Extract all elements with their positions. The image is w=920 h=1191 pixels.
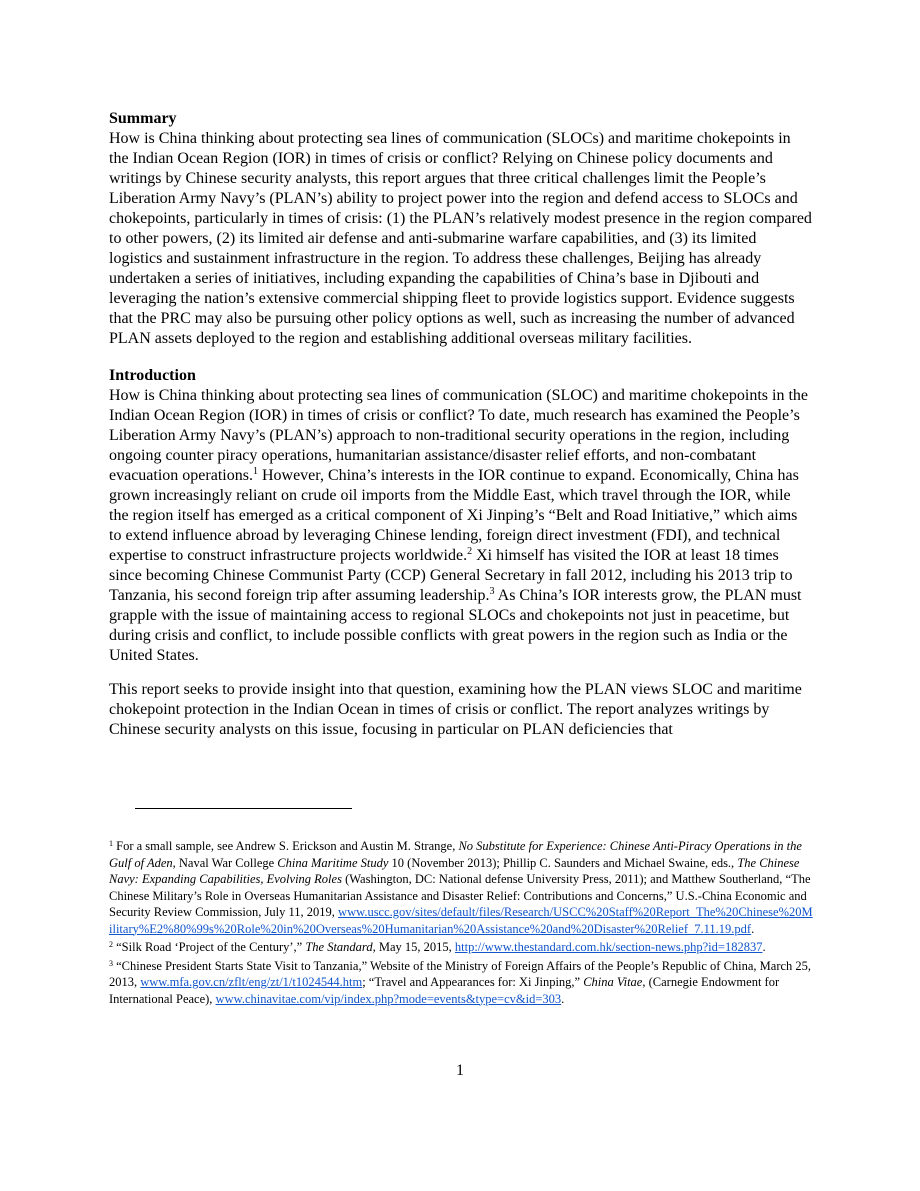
footnote-3-link-mfa[interactable]: www.mfa.gov.cn/zflt/eng/zt/1/t1024544.htm <box>140 975 363 989</box>
footnote-2: $^2$ “Silk Road ‘Project of the Century’,” The Standard, May 15, 2015, http://www.thestandard.com.hk/section-news.php?id=182837. <box>109 940 766 954</box>
summary-heading: Summary <box>109 110 177 127</box>
footnote-separator <box>135 808 352 809</box>
introduction-paragraph-1: How is China thinking about protecting sea lines of communication (SLOC) and maritime chokepoints in the Indian Ocean Region (IOR) in times of crisis or conflict? To date, much research has examined the People’s Liberation Army Navy’s (PLAN’s) approach to non-traditional security operations in the region, including ongoing counter piracy operations, humanitarian assistance/disaster relief efforts, and non-combatant evacuation operations.$^1$ However, China’s interests in the IOR continue to expand. Economically, China has grown increasingly reliant on crude oil imports from the Middle East, which travel through the IOR, while the region itself has emerged as a critical component of Xi Jinping’s “Belt and Road Initiative,” which aims to extend influence abroad by leveraging Chinese lending, foreign direct investment (FDI), and technical expertise to construct infrastructure projects worldwide.$^2$ Xi himself has visited the IOR at least 18 times since becoming Chinese Communist Party (CCP) General Secretary in fall 2012, including his 2013 trip to Tanzania, his second foreign trip after assuming leadership.$^3$ As China’s IOR interests grow, the PLAN must grapple with the issue of maintaining access to regional SLOCs and chokepoints not just in peacetime, but during crisis and conflict, to include possible conflicts with great powers in the region such as India or the United States. <box>109 387 808 664</box>
introduction-heading: Introduction <box>109 367 196 384</box>
introduction-paragraph-2: This report seeks to provide insight into that question, examining how the PLAN views SLOC and maritime chokepoint protection in the Indian Ocean in times of crisis or conflict. The report analyzes writings by Chinese security analysts on this issue, focusing in particular on PLAN deficiencies that <box>109 681 802 738</box>
footnote-3: $^3$ “Chinese President Starts State Visit to Tanzania,” Website of the Ministry of Foreign Affairs of the People’s Republic of China, March 25, 2013, www.mfa.gov.cn/zflt/eng/zt/1/t1024544.htm; “Travel and Appearances for: Xi Jinping,” China Vitae, (Carnegie Endowment for International Peace), www.chinavitae.com/vip/index.php?mode=events&type=cv&id=303. <box>109 958 812 1006</box>
footnote-1-link[interactable]: www.uscc.gov/sites/default/files/Research/USCC%20Staff%20Report_The%20Chinese%20Military%E2%80%99s%20Role%20in%20Overseas%20Humanitarian%20Assistance%20and%20Disaster%20Relief_7.11.19.pdf <box>109 905 813 936</box>
footnote-3-link-chinavitae[interactable]: www.chinavitae.com/vip/index.php?mode=events&type=cv&id=303 <box>215 991 562 1006</box>
footnotes <box>109 838 813 1009</box>
footnote-2-link[interactable]: http://www.thestandard.com.hk/section-news.php?id=182837 <box>454 940 763 954</box>
footnote-1: $^1$ For a small sample, see Andrew S. Erickson and Austin M. Strange, No Substitute for Experience: Chinese Anti-Piracy Operations in the Gulf of Aden, Naval War College China Maritime Study 10 (November 2013); Phillip C. Saunders and Michael Swaine, eds., The Chinese Navy: Expanding Capabilities, Evolving Roles (Washington, DC: National defense University Press, 2011); and Matthew Southerland, “The Chinese Military’s Role in Overseas Humanitarian Assistance and Disaster Relief: Contributions and Concerns,” U.S.-China Economic and Security Review Commission, July 11, 2019, www.uscc.gov/sites/default/files/Research/USCC%20Staff%20Report_The%20Chinese%20Military%E2%80%99s%20Role%20in%20Overseas%20Humanitarian%20Assistance%20and%20Disaster%20Relief_7.11.19.pdf. <box>109 839 813 936</box>
footnote-ref-3[interactable]: 3 <box>489 586 495 597</box>
footnote-ref-2[interactable]: 2 <box>467 546 473 557</box>
summary-paragraph: How is China thinking about protecting sea lines of communication (SLOCs) and maritime chokepoints in the Indian Ocean Region (IOR) in times of crisis or conflict? Relying on Chinese policy documents and writings by Chinese security analysts, this report argues that three critical challenges limit the People’s Liberation Army Navy’s (PLAN’s) ability to project power into the region and defend access to SLOCs and chokepoints, particularly in times of crisis: (1) the PLAN’s relatively modest presence in the region compared to other powers, (2) its limited air defense and anti-submarine warfare capabilities, and (3) its limited logistics and sustainment infrastructure in the region. To address these challenges, Beijing has already undertaken a series of initiatives, including expanding the capabilities of China’s base in Djibouti and leveraging the nation’s extensive commercial shipping fleet to provide logistics support. Evidence suggests that the PRC may also be pursuing other policy options as well, such as increasing the number of advanced PLAN assets deployed to the region and establishing additional overseas military facilities. <box>109 130 812 347</box>
footnote-ref-1[interactable]: 1 <box>252 466 258 477</box>
main-text <box>109 109 813 740</box>
page-number: 1 <box>456 1062 464 1079</box>
